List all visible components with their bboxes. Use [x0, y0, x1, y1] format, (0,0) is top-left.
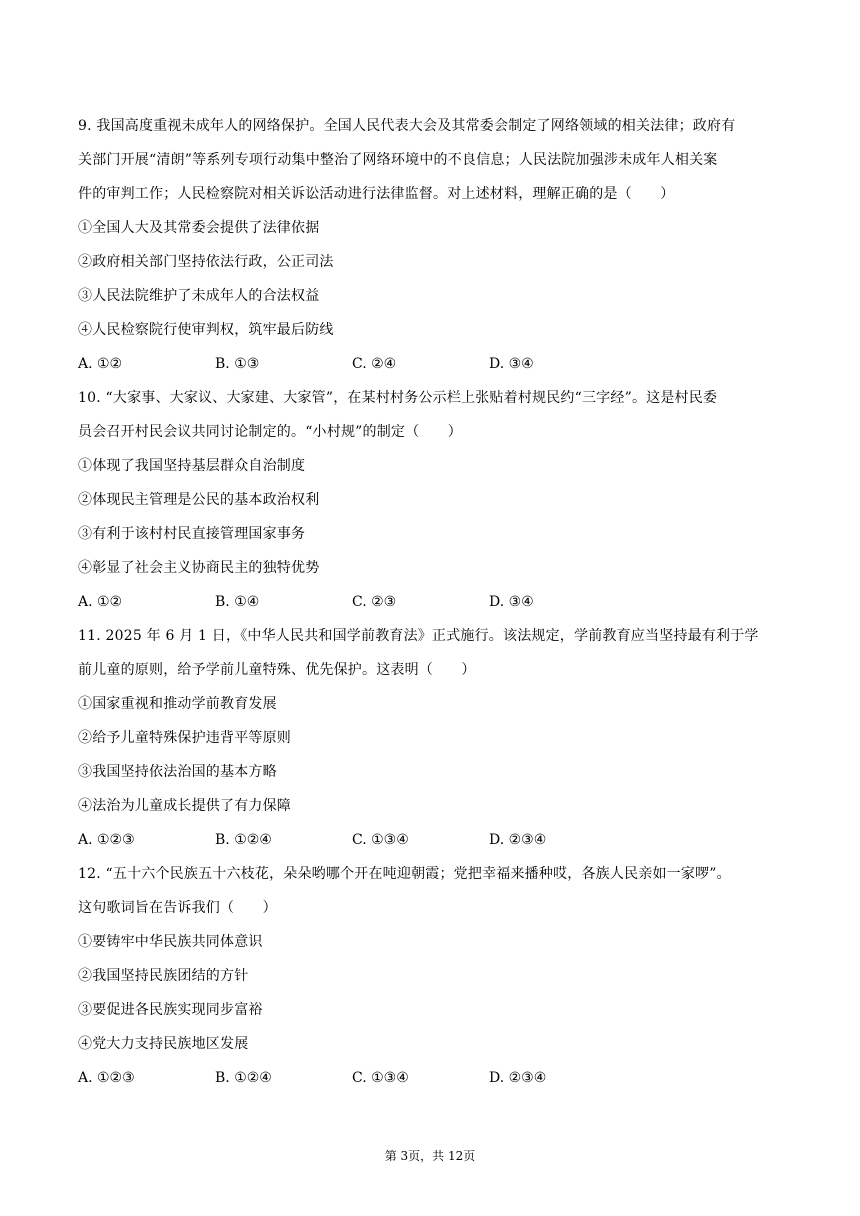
question-9 [78, 109, 783, 381]
answer-options [78, 585, 783, 619]
answer-options [78, 1061, 783, 1095]
answer-options [78, 347, 783, 381]
statement-item: ②政府相关部门坚持依法行政，公正司法 [78, 254, 334, 270]
question-12 [78, 857, 783, 1095]
option-d: D. ③④ [489, 594, 534, 610]
statement-item: ④人民检察院行使审判权，筑牢最后防线 [78, 322, 334, 338]
option-a: A. ①②③ [78, 1070, 135, 1086]
statement-item: ③人民法院维护了未成年人的合法权益 [78, 288, 320, 304]
statement-item: ②体现民主管理是公民的基本政治权利 [78, 492, 320, 508]
statement-item: ①体现了我国坚持基层群众自治制度 [78, 458, 306, 474]
statement-item: ④彰显了社会主义协商民主的独特优势 [78, 560, 320, 576]
question-stem-line: 前儿童的原则，给予学前儿童特殊、优先保护。这表明（ ） [78, 662, 476, 678]
option-b: B. ①④ [215, 594, 260, 610]
question-stem-line: 件的审判工作；人民检察院对相关诉讼活动进行法律监督。对上述材料，理解正确的是（ ） [78, 186, 675, 202]
option-b: B. ①③ [215, 356, 260, 372]
option-d: D. ②③④ [489, 832, 547, 848]
option-c: C. ①③④ [352, 1070, 409, 1086]
exam-page [78, 109, 783, 1095]
statement-item: ③有利于该村村民直接管理国家事务 [78, 526, 306, 542]
statement-item: ①要铸牢中华民族共同体意识 [78, 934, 263, 950]
option-b: B. ①②④ [215, 1070, 272, 1086]
statement-item: ②我国坚持民族团结的方针 [78, 968, 249, 984]
question-stem-line: 10. “大家事、大家议、大家建、大家管”，在某村村务公示栏上张贴着村规民约“三字经”。这是村民委 [78, 390, 718, 406]
option-d: D. ③④ [489, 356, 534, 372]
answer-options [78, 823, 783, 857]
question-stem-line: 9. 我国高度重视未成年人的网络保护。全国人民代表大会及其常委会制定了网络领域的相关法律；政府有 [78, 118, 736, 134]
option-c: C. ②④ [352, 356, 397, 372]
statement-item: ④法治为儿童成长提供了有力保障 [78, 798, 291, 814]
question-10 [78, 381, 783, 619]
question-11 [78, 619, 783, 857]
statement-item: ③要促进各民族实现同步富裕 [78, 1002, 263, 1018]
question-stem-line: 11. 2025 年 6 月 1 日，《中华人民共和国学前教育法》正式施行。该法规定，学前教育应当坚持最有利于学 [78, 628, 759, 644]
statement-item: ②给予儿童特殊保护违背平等原则 [78, 730, 291, 746]
question-stem-line: 员会召开村民会议共同讨论制定的。“小村规”的制定（ ） [78, 424, 462, 440]
statement-item: ④党大力支持民族地区发展 [78, 1036, 249, 1052]
option-d: D. ②③④ [489, 1070, 547, 1086]
option-c: C. ①③④ [352, 832, 409, 848]
statement-item: ①全国人大及其常委会提供了法律依据 [78, 220, 320, 236]
option-a: A. ①② [78, 594, 123, 610]
question-stem-line: 12. “五十六个民族五十六枝花，朵朵哟哪个开在吨迎朝霞；党把幸福来播种哎，各族人民亲如一家啰”。 [78, 866, 731, 882]
statement-item: ①国家重视和推动学前教育发展 [78, 696, 277, 712]
question-stem-line: 关部门开展“清朗”等系列专项行动集中整治了网络环境中的不良信息；人民法院加强涉未成年人相关案 [78, 152, 718, 168]
option-c: C. ②③ [352, 594, 397, 610]
option-a: A. ①② [78, 356, 123, 372]
option-b: B. ①②④ [215, 832, 272, 848]
statement-item: ③我国坚持依法治国的基本方略 [78, 764, 277, 780]
page-number-footer: 第 3页，共 12页 [384, 1149, 476, 1163]
question-stem-line: 这句歌词旨在告诉我们（ ） [78, 900, 277, 916]
option-a: A. ①②③ [78, 832, 135, 848]
